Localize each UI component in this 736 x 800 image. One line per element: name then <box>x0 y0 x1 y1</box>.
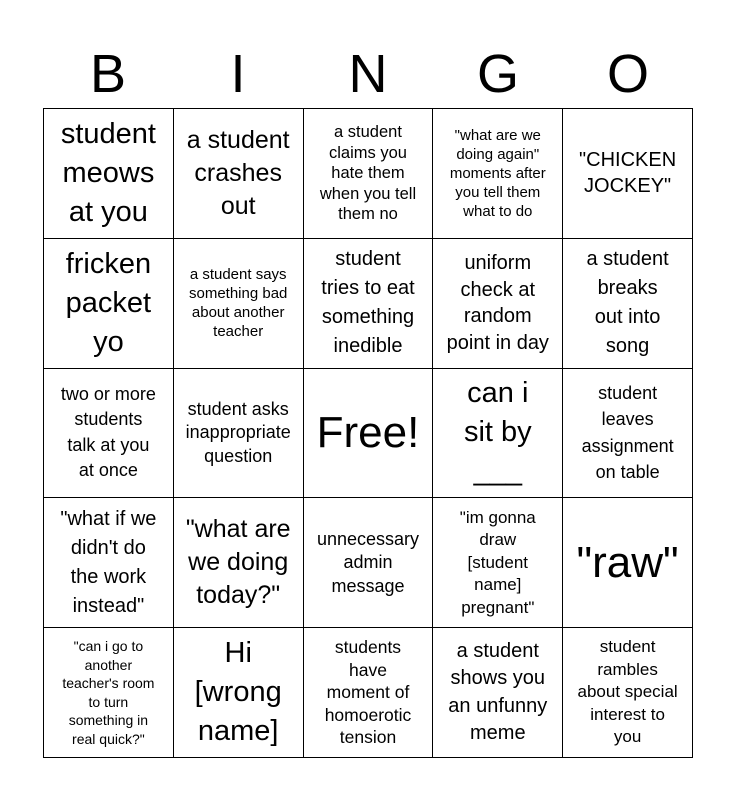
bingo-cell-r4c4[interactable] <box>433 498 563 628</box>
header-letter-o: O <box>606 44 649 104</box>
cell-text: student asks inappropriate question <box>185 398 291 466</box>
bingo-cell-r3c2[interactable] <box>174 369 304 499</box>
bingo-cell-r4c1[interactable] <box>44 498 174 628</box>
bingo-cell-r2c4[interactable] <box>433 239 563 369</box>
cell-text: student rambles about special interest to you <box>577 637 678 747</box>
cell-text: unnecessary admin message <box>316 528 420 596</box>
bingo-cell-r2c3[interactable] <box>304 239 434 369</box>
cell-text: fricken packet yo <box>65 247 152 358</box>
cell-text: can i sit by ___ <box>463 377 532 488</box>
bingo-cell-r4c3[interactable] <box>304 498 434 628</box>
cell-text: a student crashes out <box>186 125 290 220</box>
bingo-cell-r1c4[interactable] <box>433 109 563 239</box>
cell-text: Hi [wrong name] <box>194 637 282 748</box>
bingo-cell-r5c2[interactable] <box>174 628 304 758</box>
header-letter-n: N <box>348 44 388 104</box>
bingo-header <box>43 40 693 108</box>
bingo-cell-r1c3[interactable] <box>304 109 434 239</box>
bingo-cell-r1c2[interactable] <box>174 109 304 239</box>
cell-text: "im gonna draw [student name] pregnant" <box>459 507 536 617</box>
cell-text: two or more students talk at you at once <box>60 383 156 481</box>
cell-text: student tries to eat something inedible <box>321 248 415 358</box>
cell-text: students have moment of homoerotic tension <box>324 637 412 748</box>
bingo-cell-r4c5[interactable] <box>563 498 693 628</box>
bingo-cell-r2c2[interactable] <box>174 239 304 369</box>
bingo-cell-r3c3[interactable] <box>304 369 434 499</box>
cell-text: "what are we doing again" moments after you tell them what to do <box>449 126 546 220</box>
bingo-cell-r5c1[interactable] <box>44 628 174 758</box>
cell-text: uniform check at random point in day <box>446 252 549 354</box>
bingo-cell-r5c3[interactable] <box>304 628 434 758</box>
cell-text: "what if we didn't do the work instead" <box>60 507 157 617</box>
header-letter-b: B <box>89 44 127 104</box>
cell-text: student leaves assignment on table <box>581 382 674 483</box>
cell-text: "CHICKEN JOCKEY" <box>579 148 677 198</box>
bingo-cell-r3c5[interactable] <box>563 369 693 499</box>
bingo-board <box>43 108 693 758</box>
bingo-cell-r1c5[interactable] <box>563 109 693 239</box>
cell-text: student meows at you <box>60 117 156 228</box>
cell-text: "what are we doing today?" <box>185 515 291 610</box>
cell-text: "can i go to another teacher's room to turn something in real quick?" <box>62 638 155 747</box>
cell-text-free: Free! <box>316 407 420 457</box>
bingo-cell-r3c4[interactable] <box>433 369 563 499</box>
bingo-cell-r1c1[interactable] <box>44 109 174 239</box>
header-letter-i: I <box>230 44 246 104</box>
cell-text: a student shows you an unfunny meme <box>448 639 548 745</box>
cell-text: a student says something bad about another teacher <box>188 266 288 341</box>
cell-text: "raw" <box>576 537 679 587</box>
bingo-cell-r5c4[interactable] <box>433 628 563 758</box>
cell-text: a student breaks out into song <box>586 248 669 358</box>
bingo-cell-r4c2[interactable] <box>174 498 304 628</box>
cell-text: a student claims you hate them when you tell them no <box>319 123 417 224</box>
bingo-cell-r5c5[interactable] <box>563 628 693 758</box>
bingo-cell-r2c5[interactable] <box>563 239 693 369</box>
bingo-cell-r3c1[interactable] <box>44 369 174 499</box>
bingo-cell-r2c1[interactable] <box>44 239 174 369</box>
header-letter-g: G <box>476 44 519 104</box>
